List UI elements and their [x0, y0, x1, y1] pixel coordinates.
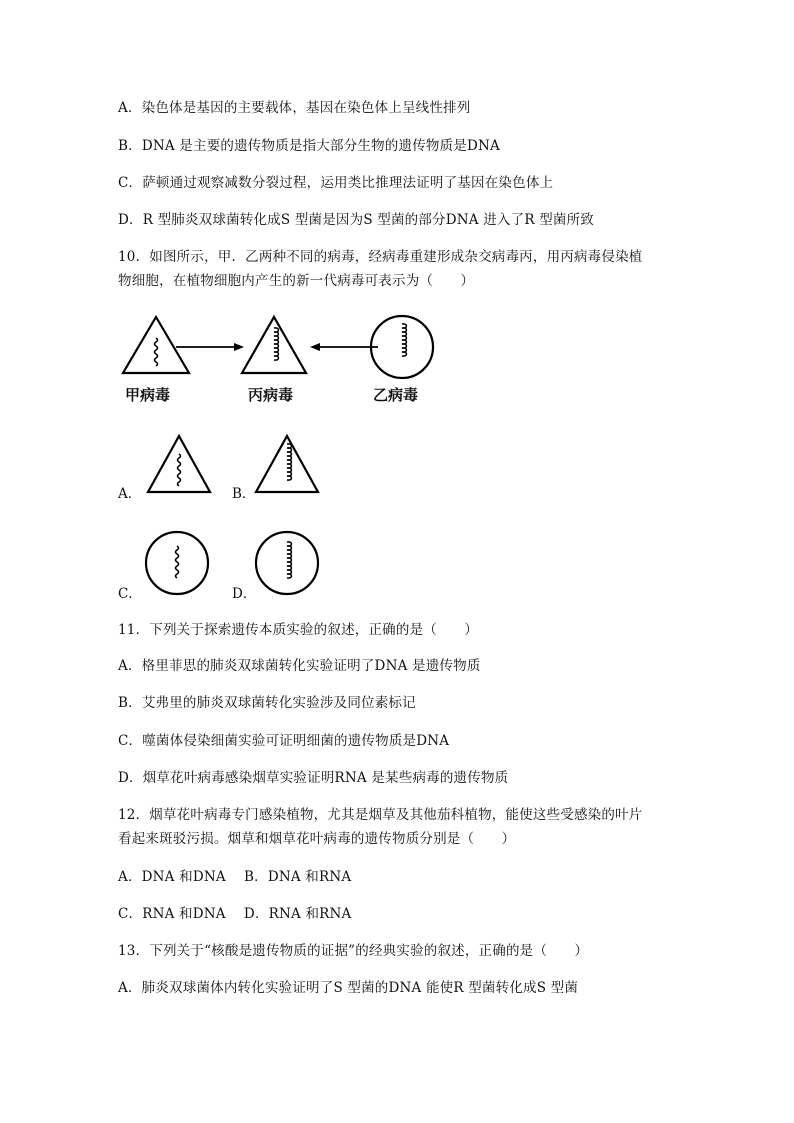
q10-option-a-letter: A． — [118, 486, 142, 502]
q10-option-d-figure — [253, 530, 321, 600]
q12-options-row1: A．DNA 和DNA B．DNA 和RNA — [118, 869, 352, 885]
virus-b-circle-shape — [371, 316, 433, 378]
label-virus-jia: 甲病毒 — [125, 386, 171, 404]
q11-option-a: A．格里菲思的肺炎双球菌转化实验证明了DNA 是遗传物质 — [118, 658, 481, 674]
q13-stem: 13．下列关于“核酸是遗传物质的证据”的经典实验的叙述，正确的是（ ） — [118, 943, 589, 959]
virus-a-wavy-rna — [155, 338, 158, 366]
q11-stem: 11．下列关于探索遗传本质实验的叙述，正确的是（ ） — [118, 622, 479, 638]
q9-option-c: C．萨顿通过观察减数分裂过程，运用类比推理法证明了基因在染色体上 — [118, 175, 554, 191]
triangle-coil-icon — [253, 432, 323, 496]
virus-b-coil-rna — [402, 324, 407, 356]
q12-stem-line1: 12．烟草花叶病毒专门感染植物，尤其是烟草及其他茄科植物，能使这些受感染的叶片 — [118, 807, 643, 823]
virus-c-triangle-shape — [242, 317, 306, 373]
q10-stem-line2: 物细胞，在植物细胞内产生的新一代病毒可表示为（ ） — [118, 273, 475, 289]
arrow-left-icon — [310, 343, 320, 351]
arrow-right-icon — [234, 343, 244, 351]
q9-option-d: D．R 型肺炎双球菌转化成S 型菌是因为S 型菌的部分DNA 进入了R 型菌所致 — [118, 212, 594, 228]
q11-option-d: D．烟草花叶病毒感染烟草实验证明RNA 是某些病毒的遗传物质 — [118, 770, 509, 786]
q13-option-a: A．肺炎双球菌体内转化实验证明了S 型菌的DNA 能使R 型菌转化成S 型菌 — [118, 980, 579, 996]
q10-option-a-figure — [145, 432, 215, 500]
q10-option-b-figure — [253, 432, 323, 500]
virus-c-coil-rna — [274, 328, 279, 360]
q10-option-b-letter: B． — [232, 486, 256, 502]
label-virus-bing: 丙病毒 — [248, 386, 294, 404]
q10-option-c-letter: C． — [118, 586, 142, 602]
virus-a-triangle-shape — [123, 317, 189, 373]
q10-option-d-letter: D． — [232, 586, 257, 602]
q11-option-b: B．艾弗里的肺炎双球菌转化实验涉及同位素标记 — [118, 695, 416, 711]
circle-coil-icon — [253, 530, 321, 596]
q10-virus-figure — [118, 310, 448, 410]
q9-option-a: A．染色体是基因的主要载体，基因在染色体上呈线性排列 — [118, 100, 471, 116]
q10-stem-line1: 10．如图所示，甲．乙两种不同的病毒，经病毒重建形成杂交病毒丙，用丙病毒侵染植 — [118, 249, 643, 265]
q10-option-c-figure — [143, 530, 211, 600]
q11-option-c: C．噬菌体侵染细菌实验可证明细菌的遗传物质是DNA — [118, 733, 450, 749]
q12-options-row2: C．RNA 和DNA D．RNA 和RNA — [118, 906, 352, 922]
q9-option-b: B．DNA 是主要的遗传物质是指大部分生物的遗传物质是DNA — [118, 138, 500, 154]
q12-stem-line2: 看起来斑驳污损。烟草和烟草花叶病毒的遗传物质分别是（ ） — [118, 831, 516, 847]
triangle-wavy-icon — [145, 432, 215, 496]
circle-wavy-icon — [143, 530, 211, 596]
label-virus-yi: 乙病毒 — [373, 386, 419, 404]
